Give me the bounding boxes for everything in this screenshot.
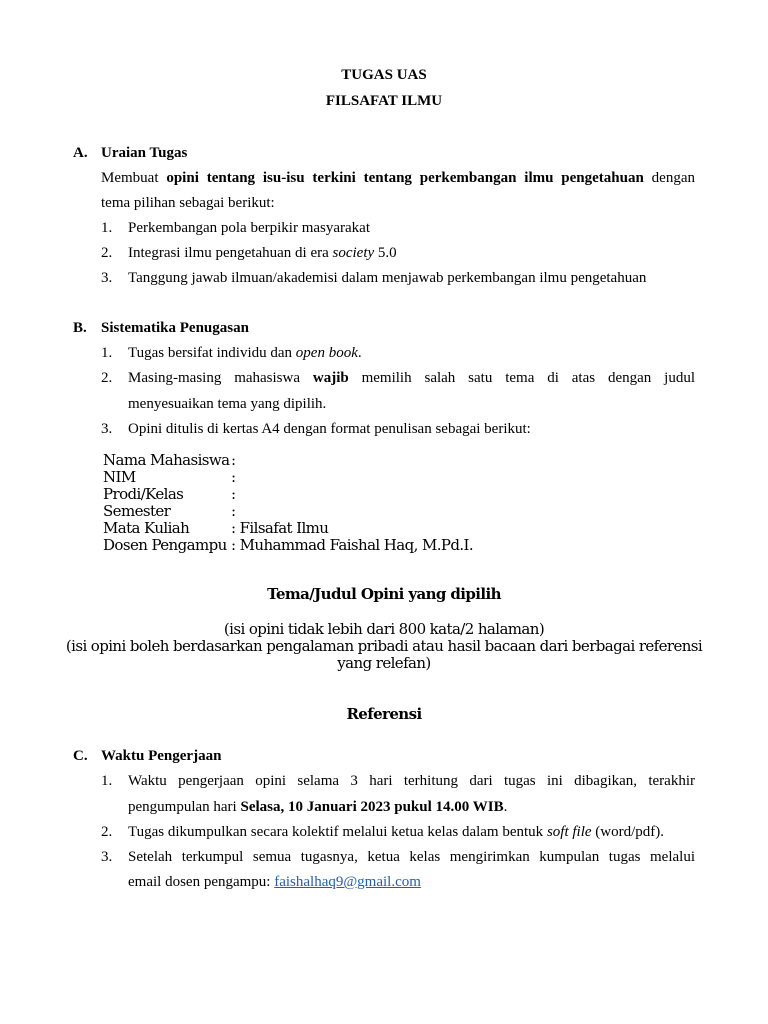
list-item [128, 849, 695, 866]
list-item-line2: menyesuaikan tema yang dipilih. [128, 396, 327, 412]
list-item-line1: Waktu pengerjaan opini selama 3 hari terhitung dari tugas ini dibagikan, terakhir [128, 773, 695, 789]
list-number: 3. [101, 270, 113, 286]
form-value: : [231, 485, 236, 503]
template-note: yang relefan) [337, 654, 431, 672]
form-label: NIM [103, 468, 136, 486]
item-text: email dosen pengampu: [128, 874, 275, 890]
form-label: Prodi/Kelas [103, 485, 184, 503]
list-number: 1. [101, 220, 113, 236]
list-number: 3. [101, 849, 113, 865]
list-number: 2. [101, 245, 113, 261]
item-italic: soft file [546, 824, 592, 840]
list-item-line1: Setelah terkumpul semua tugasnya, ketua kelas mengirimkan kumpulan tugas melalui [128, 849, 695, 865]
list-item-line2 [128, 874, 421, 891]
form-value: : [231, 468, 236, 486]
section-a-intro-line1 [101, 170, 695, 187]
intro-bold: opini tentang isu-isu terkini tentang perkembangan ilmu pengetahuan [166, 170, 644, 186]
doc-title-line2: FILSAFAT ILMU [325, 93, 443, 109]
deadline: Selasa, 10 Januari 2023 pukul 14.00 WIB [240, 799, 504, 815]
list-item [128, 345, 362, 362]
item-text: . [357, 345, 362, 361]
section-a-intro-line2: tema pilihan sebagai berikut: [101, 195, 275, 211]
section-c-letter: C. [73, 748, 88, 764]
item-italic: open book [295, 345, 358, 361]
list-number: 3. [101, 421, 113, 437]
section-a-letter: A. [73, 145, 88, 161]
list-item: Tanggung jawab ilmuan/akademisi dalam menjawab perkembangan ilmu pengetahuan [128, 270, 647, 286]
section-b-title: Sistematika Penugasan [101, 320, 249, 336]
item-text: (word/pdf). [591, 824, 665, 840]
form-label: Mata Kuliah [103, 519, 190, 537]
item-text: . [503, 799, 508, 815]
form-label: Nama Mahasiswa [103, 451, 230, 469]
doc-title-line1: TUGAS UAS [341, 67, 427, 83]
template-note: (isi opini tidak lebih dari 800 kata/2 halaman) [223, 620, 545, 638]
email-link[interactable]: faishalhaq9@gmail.com [274, 874, 421, 890]
intro-post: dengan [643, 170, 695, 186]
list-item [128, 370, 695, 387]
item-italic: society [332, 245, 375, 261]
list-item [128, 824, 664, 841]
list-item [128, 245, 397, 262]
section-a-title: Uraian Tugas [101, 145, 188, 161]
section-a-intro [101, 170, 695, 187]
list-item: Perkembangan pola berpikir masyarakat [128, 220, 370, 236]
form-value: : Muhammad Faishal Haq, M.Pd.I. [231, 536, 474, 554]
template-references: Referensi [346, 705, 422, 723]
form-label: Semester [103, 502, 171, 520]
list-number: 2. [101, 370, 113, 386]
list-item [128, 773, 695, 790]
item-text: Tugas bersifat individu dan [128, 345, 296, 361]
item-text: Masing-masing mahasiswa [128, 370, 313, 386]
list-number: 2. [101, 824, 113, 840]
item-text: pengumpulan hari [128, 799, 241, 815]
list-number: 1. [101, 773, 113, 789]
item-bold: wajib [312, 370, 349, 386]
list-item-line1 [128, 370, 695, 387]
form-value: : Filsafat Ilmu [231, 519, 329, 537]
list-item: Opini ditulis di kertas A4 dengan format penulisan sebagai berikut: [128, 421, 531, 437]
section-c-title: Waktu Pengerjaan [101, 748, 222, 764]
list-item-line2 [128, 799, 507, 816]
item-text: memilih salah satu tema di atas dengan judul [348, 370, 695, 386]
list-number: 1. [101, 345, 113, 361]
item-text: 5.0 [374, 245, 397, 261]
form-label: Dosen Pengampu [103, 536, 227, 554]
template-title: Tema/Judul Opini yang dipilih [267, 585, 501, 603]
item-text: Integrasi ilmu pengetahuan di era [128, 245, 333, 261]
form-value: : [231, 451, 236, 469]
item-text: Tugas dikumpulkan secara kolektif melalui ketua kelas dalam bentuk [128, 824, 547, 840]
form-value: : [231, 502, 236, 520]
template-note: (isi opini boleh berdasarkan pengalaman pribadi atau hasil bacaan dari berbagai referensi [65, 637, 703, 655]
section-b-letter: B. [73, 320, 87, 336]
intro-pre: Membuat [101, 170, 167, 186]
